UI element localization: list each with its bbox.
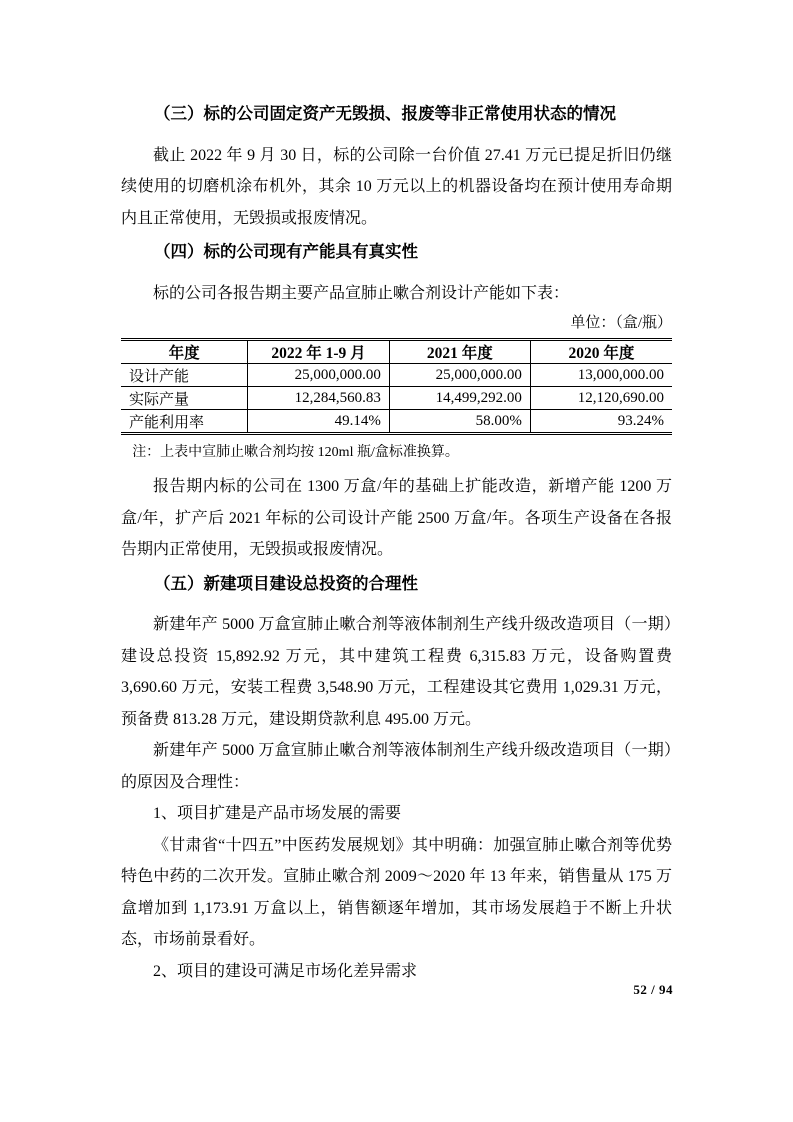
cell-value: 93.24%	[530, 410, 672, 434]
cell-value: 25,000,000.00	[389, 364, 530, 387]
section-5-paragraph-market: 《甘肃省“十四五”中医药发展规划》其中明确：加强宣肺止嗽合剂等优势特色中药的二次开发。宣肺止嗽合剂 2009～2020 年 13 年来，销售量从 175 万盒增加到 1,173.91 万盒以上，销售额逐年增加，其市场发展趋于不断上升状态，市场前景看好。	[121, 836, 672, 948]
table-unit-label: 单位：（盒/瓶）	[570, 315, 672, 331]
section-5-paragraph-reason: 新建年产 5000 万盒宣肺止嗽合剂等液体制剂生产线升级改造项目（一期）的原因及合理性：	[121, 742, 672, 791]
cell-value: 14,499,292.00	[389, 387, 530, 410]
cell-value: 12,284,560.83	[248, 387, 390, 410]
cell-value: 12,120,690.00	[530, 387, 672, 410]
section-5-item-1: 1、项目扩建是产品市场发展的需要	[153, 805, 402, 822]
table-row	[121, 410, 672, 434]
table-row	[121, 387, 672, 410]
section-5-paragraph-investment: 新建年产 5000 万盒宣肺止嗽合剂等液体制剂生产线升级改造项目（一期）建设总投资 15,892.92 万元，其中建筑工程费 6,315.83 万元，设备购置费 3,690.60 万元，安装工程费 3,548.90 万元，工程建设其它费用 1,029.31 万元，预备费 813.28 万元，建设期贷款利息 495.00 万元。	[121, 616, 672, 728]
row-label-actual-output: 实际产量	[121, 387, 248, 410]
section-4-intro: 标的公司各报告期主要产品宣肺止嗽合剂设计产能如下表：	[153, 284, 570, 302]
section-5-heading: （五）新建项目建设总投资的合理性	[154, 573, 418, 593]
row-label-design-capacity: 设计产能	[121, 364, 248, 387]
section-5-item-2: 2、项目的建设可满足市场化差异需求	[153, 962, 418, 980]
table-header-2020: 2020 年度	[530, 340, 672, 364]
section-3-paragraph: 截止 2022 年 9 月 30 日，标的公司除一台价值 27.41 万元已提足折旧仍继续使用的切磨机涂布机外，其余 10 万元以上的机器设备均在预计使用寿命期内且正常使用，无毁损或报废情况。	[121, 146, 672, 227]
table-header-year: 年度	[121, 340, 248, 364]
row-label-utilization-rate: 产能利用率	[129, 414, 205, 431]
table-row	[121, 364, 672, 387]
capacity-table	[121, 338, 672, 435]
cell-value: 49.14%	[248, 410, 390, 434]
section-4-heading: （四）标的公司现有产能具有真实性	[154, 242, 418, 261]
table-header-2021: 2021 年度	[389, 340, 530, 364]
table-header-row	[121, 340, 672, 364]
cell-value: 25,000,000.00	[248, 364, 390, 387]
page-number: 52 / 94	[633, 982, 673, 997]
table-header-2022: 2022 年 1-9 月	[248, 340, 390, 364]
table-note: 注：上表中宣肺止嗽合剂均按 120ml 瓶/盒标准换算。	[132, 445, 459, 460]
cell-value: 13,000,000.00	[530, 364, 672, 387]
section-4-paragraph: 报告期内标的公司在 1300 万盒/年的基础上扩能改造，新增产能 1200 万盒/年，扩产后 2021 年标的公司设计产能 2500 万盒/年。各项生产设备在各报告期内正常使用，无毁损或报废情况。	[121, 478, 672, 558]
section-3-heading: （三）标的公司固定资产无毁损、报废等非正常使用状态的情况	[154, 104, 616, 123]
cell-value: 58.00%	[389, 410, 530, 434]
